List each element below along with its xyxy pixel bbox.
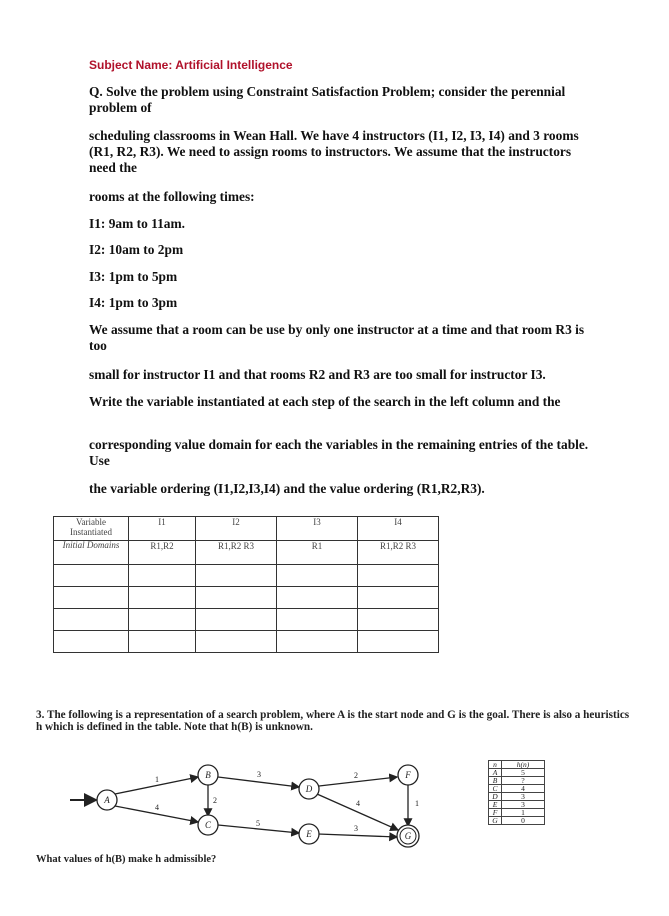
table-row xyxy=(54,609,439,631)
time-i3: I3: 1pm to 5pm xyxy=(89,269,178,284)
time-i4: I4: 1pm to 3pm xyxy=(89,295,178,310)
weight-e-g: 3 xyxy=(354,824,358,833)
table-cell xyxy=(129,609,196,631)
initial-domains-label: Initial Domains xyxy=(54,541,129,565)
table-cell xyxy=(196,565,277,587)
table-cell xyxy=(196,587,277,609)
table-cell xyxy=(54,565,129,587)
edge-d-f xyxy=(319,777,397,786)
heuristic-node: F xyxy=(489,809,502,817)
question-3: 3. The following is a representation of a search problem, where A is the start node and G is the goal. There is also a heuristics h which is defined in the table. Note that h(B) is unknown. xyxy=(36,709,630,733)
heuristic-row xyxy=(489,817,545,825)
csp-table xyxy=(53,516,439,653)
weight-a-b: 1 xyxy=(155,775,159,784)
heuristic-node: G xyxy=(489,817,502,825)
node-a xyxy=(97,790,117,810)
time-i2: I2: 10am to 2pm xyxy=(89,242,184,257)
svg-text:G: G xyxy=(404,831,412,841)
node-c xyxy=(198,815,218,835)
table-row xyxy=(54,587,439,609)
paragraph-times: rooms at the following times: xyxy=(89,189,255,204)
bottom-question: What values of h(B) make h admissible? xyxy=(36,854,217,865)
svg-text:D: D xyxy=(305,784,313,794)
node-f xyxy=(398,765,418,785)
table-cell xyxy=(277,631,358,653)
weight-c-e: 5 xyxy=(256,819,260,828)
header-i4: I4 xyxy=(358,517,439,541)
node-b xyxy=(198,765,218,785)
subject-title: Subject Name: Artificial Intelligence xyxy=(89,58,293,72)
table-cell xyxy=(358,587,439,609)
heuristic-value: 3 xyxy=(502,801,545,809)
heuristic-node: A xyxy=(489,769,502,777)
weight-d-f: 2 xyxy=(354,771,358,780)
table-cell xyxy=(277,609,358,631)
table-cell xyxy=(129,565,196,587)
domain-i3: R1 xyxy=(277,541,358,565)
header-i3: I3 xyxy=(277,517,358,541)
heuristic-node: E xyxy=(489,801,502,809)
heuristic-node: D xyxy=(489,793,502,801)
weight-b-c: 2 xyxy=(213,796,217,805)
table-cell xyxy=(129,631,196,653)
domain-i2: R1,R2 R3 xyxy=(196,541,277,565)
header-variable-instantiated: Variable Instantiated xyxy=(54,517,129,541)
edge-e-g xyxy=(318,834,397,837)
table-cell xyxy=(277,565,358,587)
node-g-goal xyxy=(397,825,419,847)
heuristic-table xyxy=(488,760,545,825)
paragraph-domain: corresponding value domain for each the variables in the remaining entries of the table. Use xyxy=(89,437,589,468)
table-cell xyxy=(54,587,129,609)
heuristic-node: C xyxy=(489,785,502,793)
header-i2: I2 xyxy=(196,517,277,541)
heuristic-header-h: h(n) xyxy=(502,761,545,769)
heuristic-value: 4 xyxy=(502,785,545,793)
table-cell xyxy=(358,631,439,653)
heuristic-header-n: n xyxy=(489,761,502,769)
table-cell xyxy=(129,587,196,609)
heuristic-value: ? xyxy=(502,777,545,785)
svg-text:B: B xyxy=(205,770,211,780)
node-d xyxy=(299,779,319,799)
heuristic-value: 1 xyxy=(502,809,545,817)
domain-i1: R1,R2 xyxy=(129,541,196,565)
paragraph-instruction: Write the variable instantiated at each step of the search in the left column and the xyxy=(89,394,561,409)
weight-f-g: 1 xyxy=(415,799,419,808)
table-header-row xyxy=(54,517,439,541)
table-cell xyxy=(196,609,277,631)
heuristic-value: 0 xyxy=(502,817,545,825)
domain-i4: R1,R2 R3 xyxy=(358,541,439,565)
paragraph-assumption: We assume that a room can be use by only one instructor at a time and that room R3 is too xyxy=(89,322,585,353)
weight-b-d: 3 xyxy=(257,770,261,779)
node-e xyxy=(299,824,319,844)
svg-text:E: E xyxy=(306,829,312,839)
table-row xyxy=(54,565,439,587)
heuristic-node: B xyxy=(489,777,502,785)
header-i1: I1 xyxy=(129,517,196,541)
table-row-initial xyxy=(54,541,439,565)
table-row xyxy=(54,631,439,653)
paragraph-question: Q. Solve the problem using Constraint Satisfaction Problem; consider the perennial problem of xyxy=(89,84,566,115)
paragraph-room-size: small for instructor I1 and that rooms R2 and R3 are too small for instructor I3. xyxy=(89,367,546,382)
search-graph xyxy=(60,758,430,848)
table-cell xyxy=(54,631,129,653)
svg-text:A: A xyxy=(104,795,110,805)
table-cell xyxy=(358,565,439,587)
table-cell xyxy=(277,587,358,609)
table-cell xyxy=(196,631,277,653)
paragraph-scheduling: scheduling classrooms in Wean Hall. We have 4 instructors (I1, I2, I3, I4) and 3 rooms (R1, R2, R3). We need to assign rooms to instructors. We assume that the instructors need the xyxy=(89,128,579,175)
paragraph-ordering: the variable ordering (I1,I2,I3,I4) and the value ordering (R1,R2,R3). xyxy=(89,481,485,496)
heuristic-value: 5 xyxy=(502,769,545,777)
weight-a-c: 4 xyxy=(155,803,159,812)
table-cell xyxy=(358,609,439,631)
svg-text:F: F xyxy=(405,770,411,780)
heuristic-value: 3 xyxy=(502,793,545,801)
table-cell xyxy=(54,609,129,631)
weight-d-g: 4 xyxy=(356,799,360,808)
svg-text:C: C xyxy=(204,820,212,830)
time-i1: I1: 9am to 11am. xyxy=(89,216,185,231)
